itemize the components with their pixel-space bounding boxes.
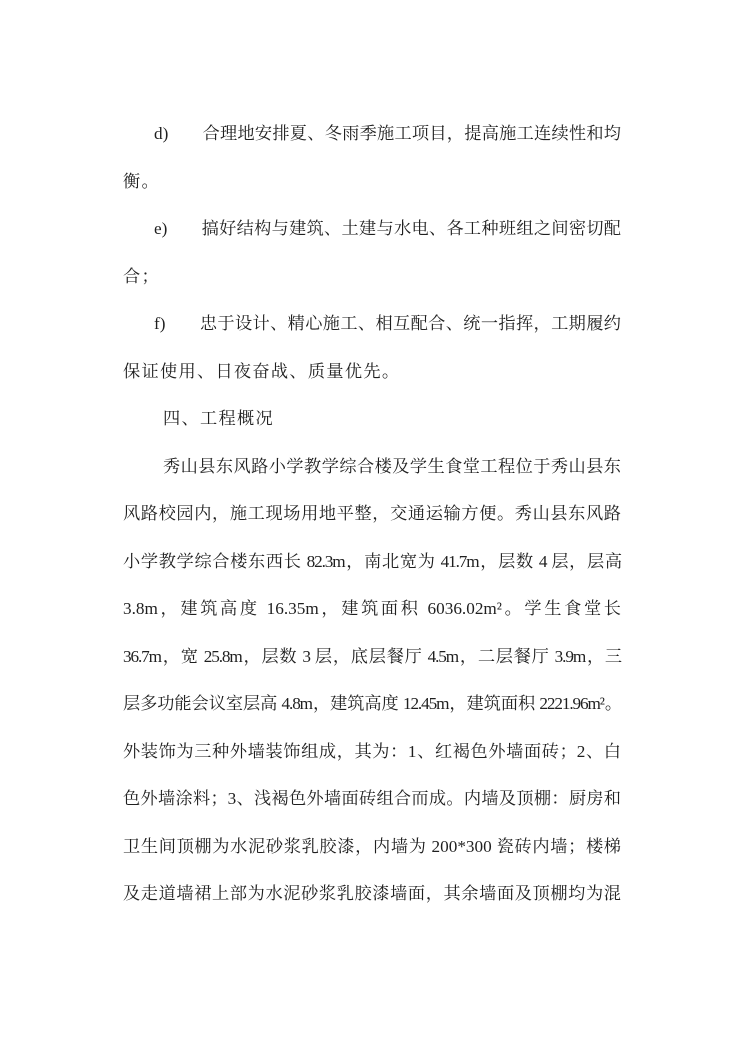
list-item-d-line1 [123, 110, 621, 158]
paragraph-line-1: 秀山县东风路小学教学综合楼及学生食堂工程位于秀山县东 [163, 456, 621, 476]
list-marker-f: f) [154, 314, 166, 333]
list-item-d-line2: 衡。 [123, 171, 160, 191]
list-item-f-text: 忠于设计、精心施工、相互配合、统一指挥，工期履约 [199, 314, 621, 333]
list-marker-e: e) [154, 219, 168, 238]
paragraph-line-5: 36.7m，宽 25.8m，层数 3 层，底层餐厅 4.5m，二层餐厅 3.9m，三 [123, 646, 621, 666]
paragraph-line-2: 风路校园内，施工现场用地平整，交通运输方便。秀山县东风路 [123, 504, 621, 523]
paragraph-line-8: 色外墙涂料；3、浅褐色外墙面砖组合而成。内墙及顶棚：厨房和 [123, 789, 621, 808]
paragraph-line-3: 小学教学综合楼东西长 82.3m，南北宽为 41.7m，层数 4 层，层高 [123, 551, 621, 571]
paragraph-line-4: 3.8m，建筑高度 16.35m，建筑面积 6036.02m²。学生食堂长 [123, 599, 621, 618]
list-item-e-text: 搞好结构与建筑、土建与水电、各工种班组之间密切配 [201, 219, 621, 238]
list-item-e-line1 [123, 205, 621, 253]
paragraph-line-7: 外装饰为三种外墙装饰组成，其为：1、红褐色外墙面砖；2、白 [123, 741, 621, 761]
list-item-e-line2: 合； [123, 266, 160, 286]
list-marker-d: d) [154, 124, 169, 143]
section-heading-project-overview: 四、工程概况 [163, 409, 274, 428]
list-item-f-line2: 保证使用、日夜奋战、质量优先。 [123, 361, 401, 381]
paragraph-line-6: 层多功能会议室层高 4.8m，建筑高度 12.45m，建筑面积 2221.96m²。 [123, 694, 621, 713]
list-item-d-text: 合理地安排夏、冬雨季施工项目，提高施工连续性和均 [202, 124, 621, 143]
document-body [123, 110, 621, 918]
paragraph-line-9: 卫生间顶棚为水泥砂浆乳胶漆，内墙为 200*300 瓷砖内墙；楼梯 [123, 836, 621, 856]
list-item-f-line1 [123, 300, 621, 348]
paragraph-line-10: 及走道墙裙上部为水泥砂浆乳胶漆墙面，其余墙面及顶棚均为混 [123, 884, 621, 903]
